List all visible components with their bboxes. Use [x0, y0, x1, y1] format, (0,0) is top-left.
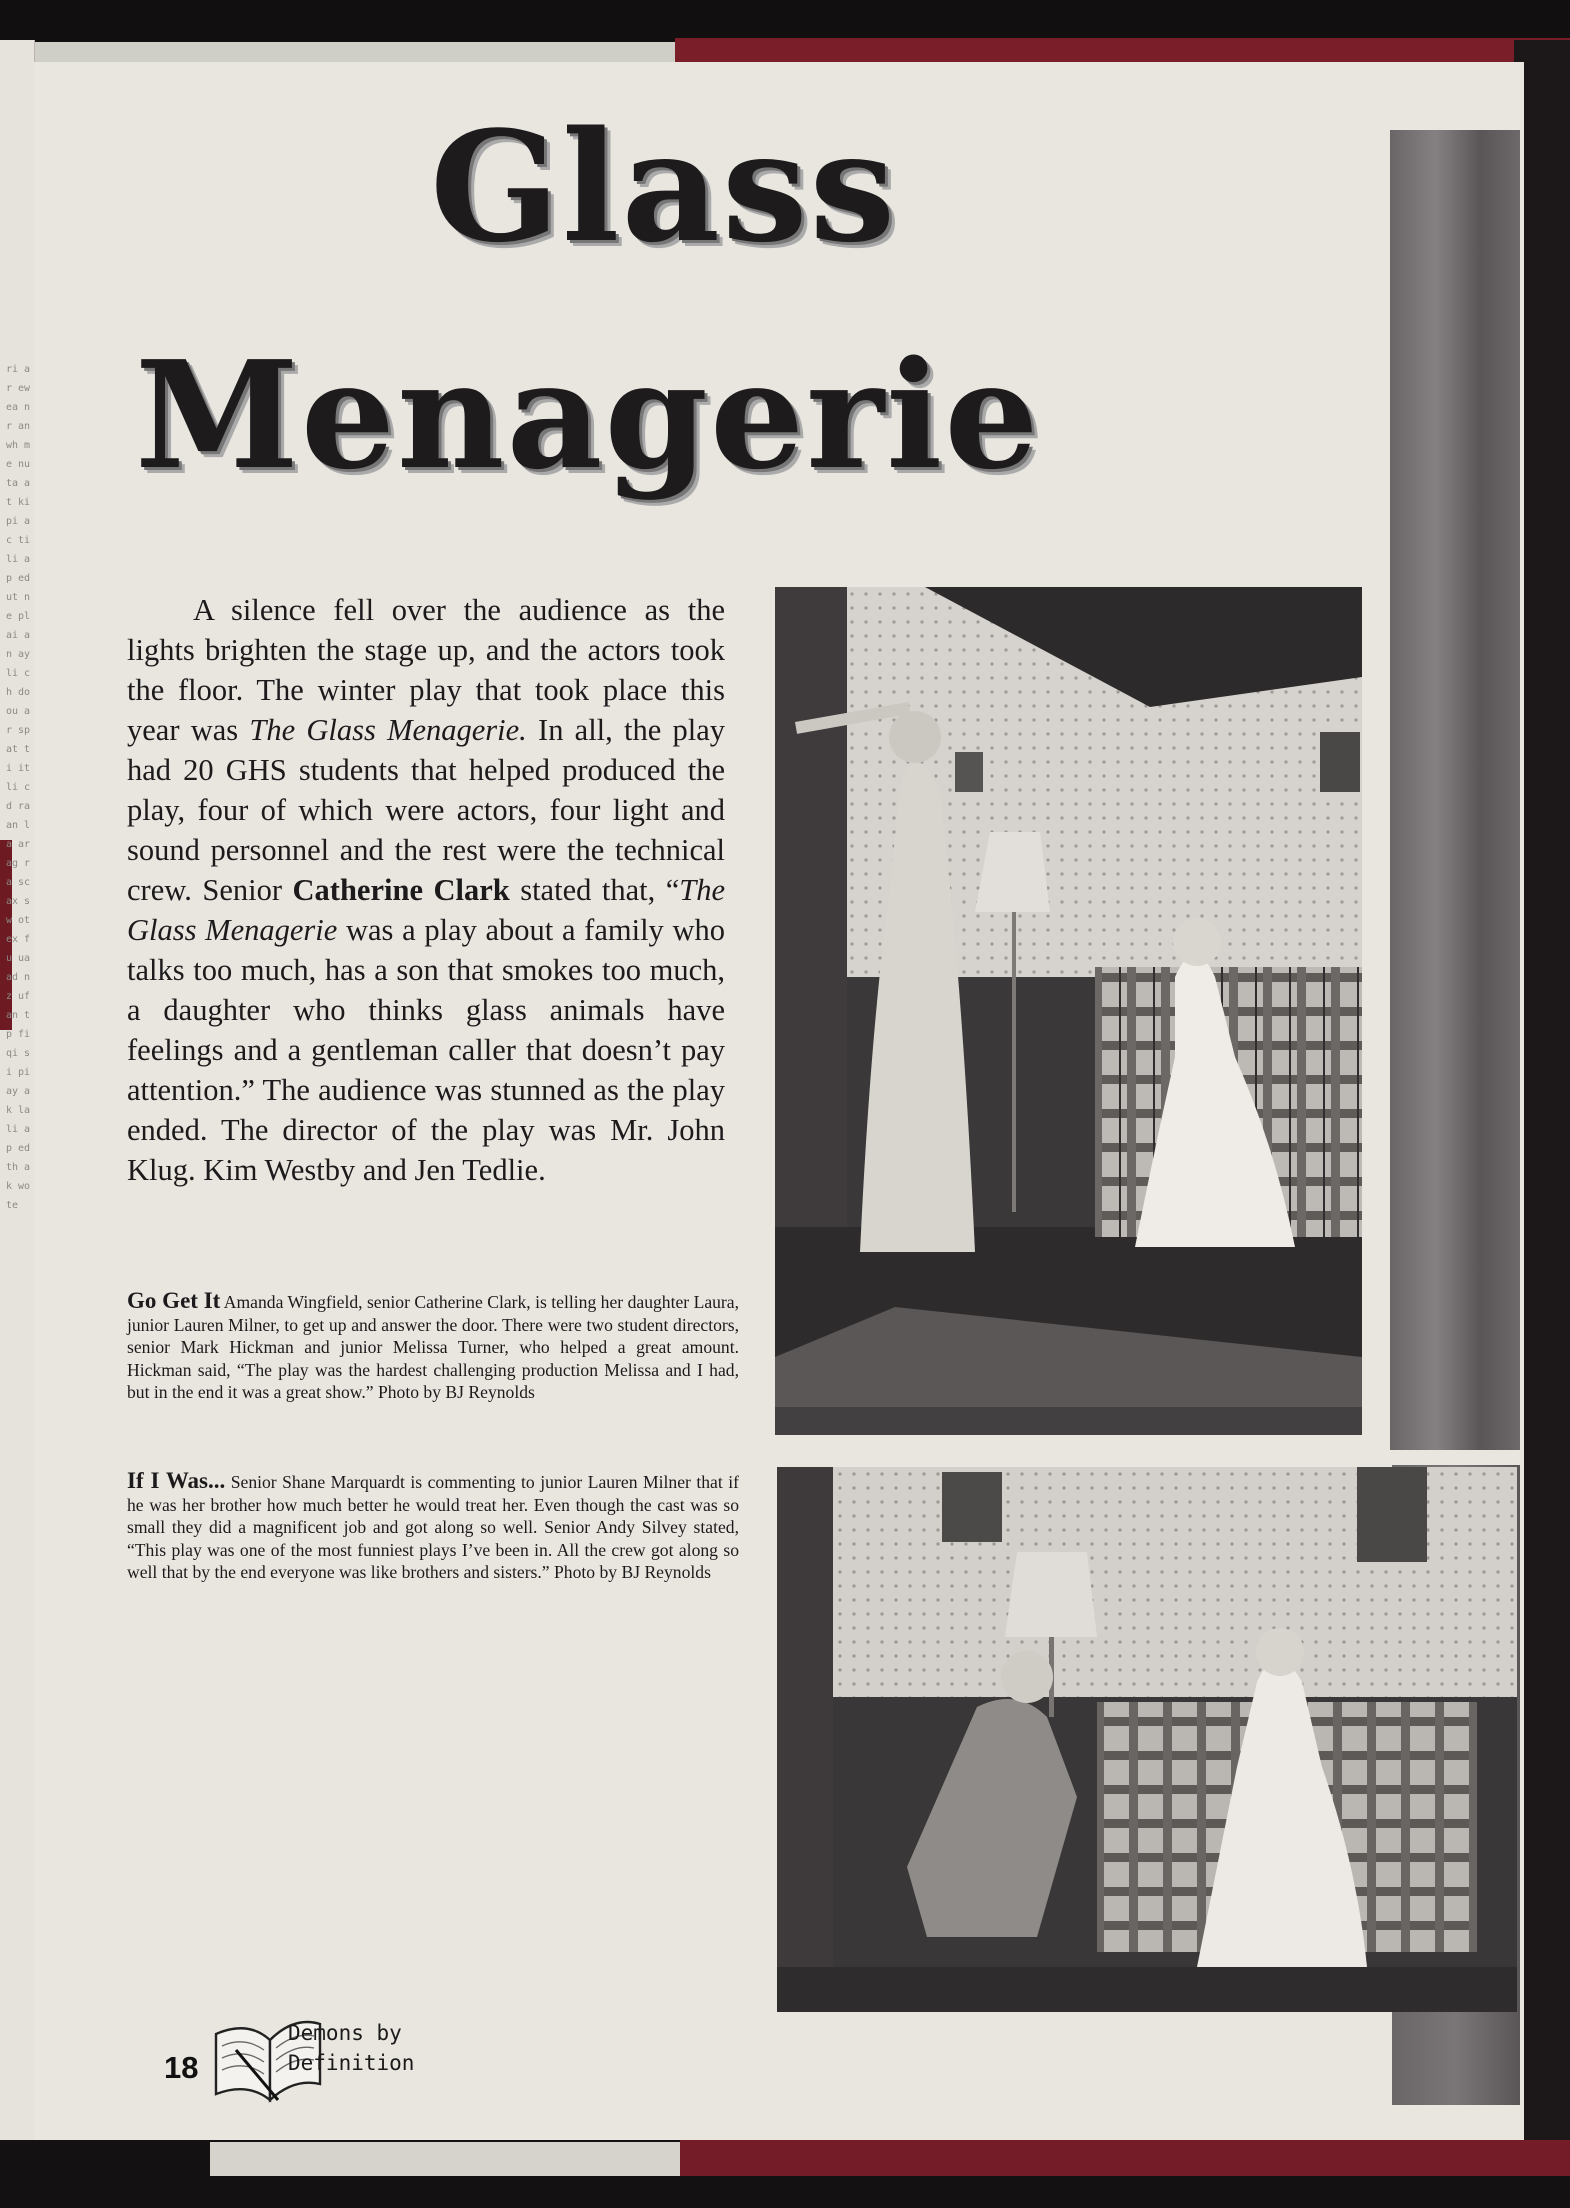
stage-photo-gentleman-caller — [777, 1467, 1517, 2012]
page-title-line-2: Menagerie — [135, 328, 1041, 502]
brand-line-2: Definition — [288, 2051, 415, 2075]
stage-curtain-image — [1390, 130, 1520, 1450]
scan-top-edge — [0, 0, 1570, 66]
stage-photo-mother-daughter — [775, 587, 1362, 1435]
adjacent-page-edge: ri ar ew ea nr an wh me nu ta at ki pi ac ti li ap ed ut ne pl ai an ay li ch do ou ar sp at ti it li cd ra an la ar ag ra sc ax sw ot ex fu ua ad nz uf an tp fi qi si pi ay ak la li ap ed th ak wo te — [0, 40, 35, 2150]
brand-line-1: Demons by — [288, 2021, 402, 2045]
scan-bottom-edge — [0, 2140, 1570, 2208]
article-body: A silence fell over the audience as the lights brighten the stage up, and the actors took the floor. The winter play that took place this year was The Glass Menagerie. In all, the play had 20 GHS students that helped produced the play, four of which were actors, four light and sound personnel and the rest were the technical crew. Senior Catherine Clark stated that, “The Glass Menagerie was a play about a family who talks too much, has a son that smokes too much, a daughter who thinks glass animals have feelings and a gentleman caller that doesn’t pay attention.” The audience was stunned as the play ended. The director of the play was Mr. John Klug. Kim Westby and Jen Tedlie. — [127, 593, 726, 1187]
yearbook-theme-brand — [288, 2018, 414, 2078]
photo-caption-2: If I Was... Senior Shane Marquardt is commenting to junior Lauren Milner that if he was her brother how much better he would treat her. Even though the cast was so small they did a magnificent job and got along so well. Senior Andy Silvey stated, “This play was one of the most funniest plays I’ve been in. All the crew got along so well that by the end everyone was like brothers and sisters.” Photo by BJ Reynolds — [127, 1468, 739, 1583]
page-number: 18 — [164, 2050, 199, 2085]
photo-caption-1: Go Get It Amanda Wingfield, senior Catherine Clark, is telling her daughter Laura, junior Lauren Milner, to get up and answer the door. There were two student directors, senior Mark Hickman and junior Melissa Turner, who helped a great amount. Hickman said, “The play was the hardest challenging production Melissa and I had, but in the end it was a great show.” Photo by BJ Reynolds — [127, 1288, 739, 1403]
page-title-line-1: Glass — [430, 97, 898, 276]
